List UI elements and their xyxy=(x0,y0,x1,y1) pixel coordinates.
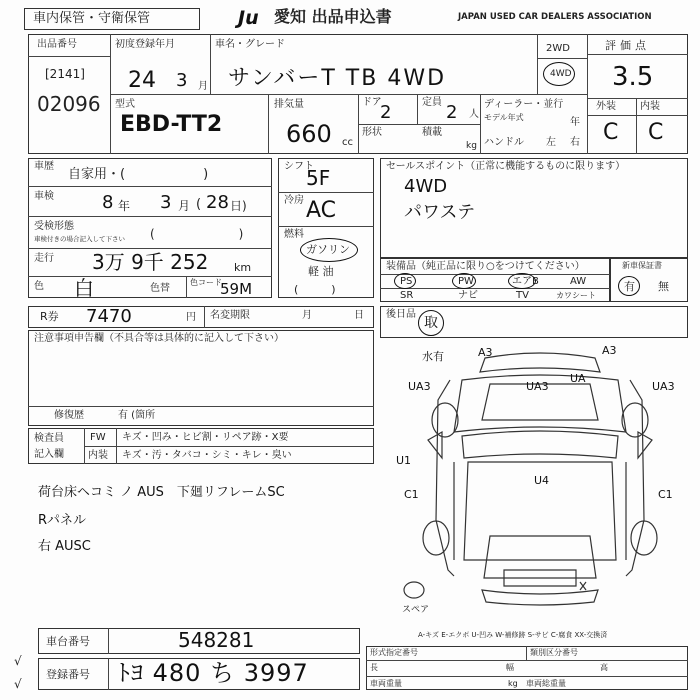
recycle-unit: 円 xyxy=(186,312,196,323)
length-label: 長 xyxy=(370,663,378,672)
storage-label: 車内保管・守衛保管 xyxy=(33,11,151,26)
rating-exterior-label: 外装 xyxy=(596,101,616,112)
repair-label: 修復歴 xyxy=(54,410,84,421)
history-value: 自家用・( ) xyxy=(68,167,209,182)
warranty-no: 無 xyxy=(658,280,669,293)
mileage-label: 走行 xyxy=(34,253,54,264)
recycle-value: 7470 xyxy=(86,306,132,327)
fuel-gasoline-circle xyxy=(300,238,358,262)
rating-interior: C xyxy=(648,120,664,145)
model-value: EBD-TT2 xyxy=(120,112,223,137)
name-change-label: 名変期限 xyxy=(210,310,250,321)
equip-ps-circle xyxy=(394,273,416,289)
repair-value: 有 (箇所 xyxy=(118,410,156,421)
chassis-label: 車台番号 xyxy=(46,635,90,648)
damage-legend: A-キズ E-エクボ U-凹み W-補修跡 S-サビ C-腐食 XX-交換済 xyxy=(418,631,608,639)
displacement-unit: cc xyxy=(342,137,353,148)
mark-ua3-left: UA3 xyxy=(408,380,431,393)
model-year-label: モデル年式 xyxy=(484,113,524,122)
color-code-label: 色コード xyxy=(190,278,222,287)
equip-tv: TV xyxy=(516,290,529,301)
gross-label: 車両総重量 xyxy=(526,679,566,688)
interior-label: 内装 xyxy=(88,450,108,461)
load-unit: kg xyxy=(466,141,477,151)
recycle-label: R券 xyxy=(40,310,59,323)
inspection-label: 車検 xyxy=(34,191,54,202)
mileage-unit: km xyxy=(234,261,252,274)
name-change-month: 月 xyxy=(302,310,312,321)
type-number-label: 形式指定番号 xyxy=(370,648,418,657)
handle-label: ハンドル xyxy=(484,137,524,148)
mark-c1-right: C1 xyxy=(658,488,673,501)
displacement-label: 排気量 xyxy=(274,99,304,110)
handle-right: 右 xyxy=(570,137,580,148)
ju-logo: Ju xyxy=(238,7,259,29)
color-change-label: 色替 xyxy=(150,283,170,294)
rating-exterior: C xyxy=(603,120,619,145)
inspection-year: 8 xyxy=(102,192,114,213)
inspection-month: 3 xyxy=(160,192,172,213)
equip-pw-circle xyxy=(452,273,476,289)
shift-value: 5F xyxy=(306,166,331,190)
mark-a3-front-right: A3 xyxy=(602,344,617,357)
fuel-gasoline: ガソリン xyxy=(306,243,350,256)
acceptance-value: ( ) xyxy=(150,227,244,241)
warranty-label: 新車保証書 xyxy=(622,261,662,270)
first-reg-month: 3 xyxy=(176,70,188,91)
doors-value: 2 xyxy=(380,102,392,123)
color-label: 色 xyxy=(34,281,44,292)
recycle-block xyxy=(28,306,374,328)
spare-label: スペア xyxy=(402,605,430,615)
mark-ua3-center: UA3 xyxy=(526,380,549,393)
aircon-label: 冷房 xyxy=(284,195,304,206)
registration-label: 登録番号 xyxy=(46,668,90,681)
model-label: 型式 xyxy=(115,99,135,110)
remarks-line2: Rパネル xyxy=(38,513,87,528)
option-value: 取 xyxy=(424,315,438,331)
aircon-value: AC xyxy=(306,198,337,223)
equipment-label: 装備品（純正品に限り○をつけてください） xyxy=(386,261,585,272)
name-grade-value: サンバーT TB 4WD xyxy=(228,66,447,91)
remarks-line3: 右 AUSC xyxy=(38,539,91,554)
sales-point-line2: パワステ xyxy=(404,202,476,223)
fw-label: FW xyxy=(90,432,106,443)
chassis-value: 548281 xyxy=(178,628,255,652)
fuel-diesel: 軽 油 xyxy=(308,265,334,278)
equip-navi: ナビ xyxy=(458,290,478,301)
inspector-label2: 記入欄 xyxy=(34,449,64,460)
mark-u4: U4 xyxy=(534,474,550,487)
dealer-label: ディーラー・並行 xyxy=(484,99,564,110)
notes-label: 注意事項申告欄（不具合等は具体的に記入して下さい） xyxy=(34,333,284,344)
equip-airbag-circle xyxy=(508,273,536,289)
shift-label: シフト xyxy=(284,161,314,172)
load-label: 積載 xyxy=(422,127,442,138)
sales-point-label: セールスポイント（正常に機能するものに限ります） xyxy=(386,161,626,172)
equip-sr: SR xyxy=(400,290,414,301)
drive-4wd-circle xyxy=(543,62,575,86)
lot-code: [2141] xyxy=(45,67,85,81)
capacity-label: 定員 xyxy=(422,97,442,108)
acceptance-label: 受検形態 xyxy=(34,221,74,232)
weight-unit: kg xyxy=(508,679,518,688)
color-value: 白 xyxy=(74,276,94,300)
fuel-label: 燃料 xyxy=(284,229,304,240)
inspection-day-unit: 日) xyxy=(230,199,247,213)
inspection-month-unit: 月 xyxy=(178,199,191,213)
capacity-unit: 人 xyxy=(469,109,479,120)
rating-interior-label: 内装 xyxy=(640,101,660,112)
mark-a3-front-left: A3 xyxy=(478,346,493,359)
mark-ua-door: UA xyxy=(570,372,586,385)
option-label: 後日品 xyxy=(386,309,416,320)
registration-value: ﾄﾖ 480 ち 3997 xyxy=(118,659,309,687)
equip-leather: カワシート xyxy=(556,291,596,300)
capacity-value: 2 xyxy=(446,102,458,123)
remarks-line1: 荷台床ヘコミ ノ AUS 下廻リフレームSC xyxy=(38,485,285,500)
rating-label: 評価点 xyxy=(605,39,650,52)
weight-label: 車両重量 xyxy=(370,679,402,688)
drive-4wd-label: 4WD xyxy=(550,69,572,79)
equip-ps: PS xyxy=(400,276,413,287)
fuel-other: ( ) xyxy=(294,283,336,296)
drive-2wd-label: 2WD xyxy=(546,43,570,54)
acceptance-note: 車検付きの場合記入して下さい xyxy=(34,235,125,243)
height-label: 高 xyxy=(600,663,608,672)
category-number-label: 類別区分番号 xyxy=(530,648,578,657)
equip-aw: AW xyxy=(570,276,587,287)
sales-point-line1: 4WD xyxy=(404,176,448,197)
history-label: 車歴 xyxy=(34,161,54,172)
first-reg-month-unit: 月 xyxy=(198,81,208,92)
model-year-unit: 年 xyxy=(570,117,580,128)
mark-c1-left: C1 xyxy=(404,488,419,501)
inspection-year-unit: 年 xyxy=(118,199,131,213)
inspection-day: 28 xyxy=(206,192,229,213)
association-name: JAPAN USED CAR DEALERS ASSOCIATION xyxy=(458,12,652,22)
doors-label: ドア xyxy=(362,97,382,108)
equip-airbag: エアB xyxy=(512,276,539,287)
mark-water: 水有 xyxy=(422,350,444,363)
mileage-value: 3万 9千 252 xyxy=(92,250,209,274)
displacement-value: 660 xyxy=(286,120,332,148)
mark-u1: U1 xyxy=(396,454,412,467)
rating-score: 3.5 xyxy=(612,62,654,92)
lot-number: 02096 xyxy=(37,92,101,116)
interior-items: キズ・汚・タバコ・シミ・キレ・臭い xyxy=(122,450,292,461)
first-reg-label: 初度登録年月 xyxy=(115,39,175,50)
fw-items: キズ・凹み・ヒビ割・リペア跡・X要 xyxy=(122,432,289,443)
name-grade-label: 車名・グレード xyxy=(215,39,285,50)
lot-label: 出品番号 xyxy=(37,39,77,50)
color-code: 59M xyxy=(220,280,253,298)
body-shape-label: 形状 xyxy=(362,127,382,138)
first-reg-year: 24 xyxy=(128,68,156,93)
warranty-yes: 有 xyxy=(624,280,635,293)
mark-ua3-right: UA3 xyxy=(652,380,675,393)
car-damage-diagram xyxy=(390,340,690,615)
form-title: 愛知 出品申込書 xyxy=(274,7,392,26)
equip-pw: PW xyxy=(458,276,474,287)
width-label: 幅 xyxy=(506,663,514,672)
option-circle xyxy=(418,310,444,336)
name-change-day: 日 xyxy=(354,310,364,321)
warranty-yes-circle xyxy=(618,276,640,296)
inspector-label1: 検査員 xyxy=(34,433,64,444)
handle-left: 左 xyxy=(546,137,556,148)
